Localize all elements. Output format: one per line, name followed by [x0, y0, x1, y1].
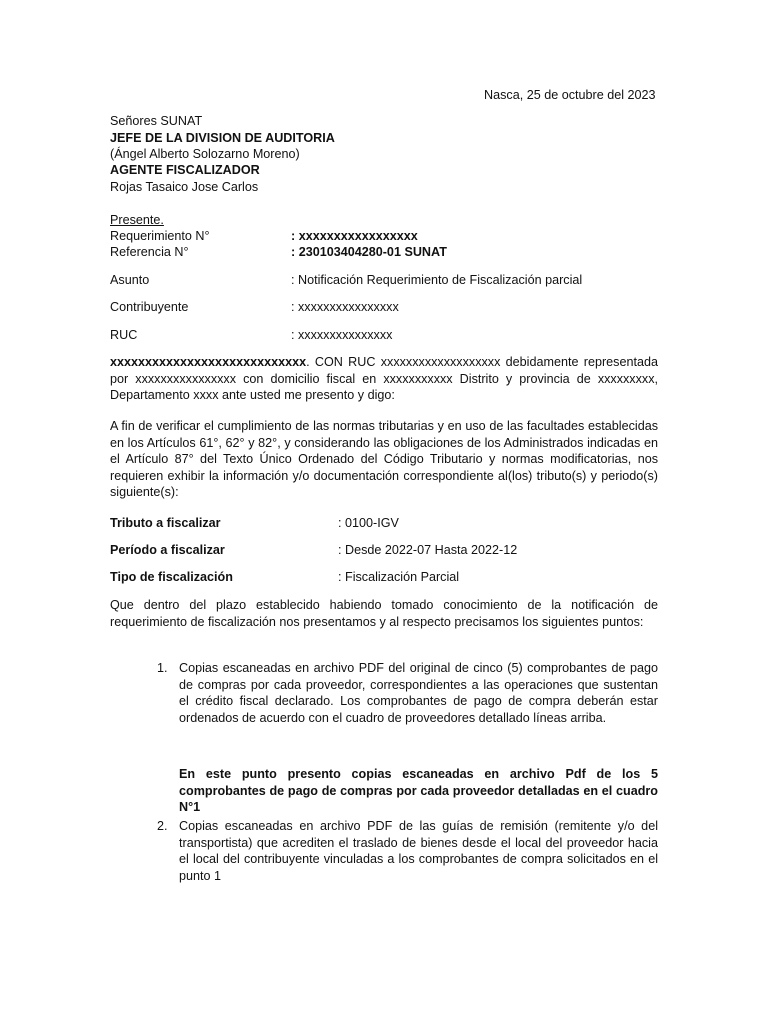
intro-text: . CON RUC xxxxxxxxxxxxxxxxxxx debidamente representada por xxxxxxxxxxxxxxxx con domicilio fiscal en xxxxxxxxxxx Distrito y provincia de xxxxxxxxx, Departamento xxxx ante usted me presento y digo:: [110, 355, 658, 402]
ref-value: : 230103404280-01 SUNAT: [291, 245, 447, 259]
ref-label: Referencia N°: [110, 245, 189, 259]
points-intro-paragraph: Que dentro del plazo establecido habiendo tomado conocimiento de la notificación de requerimiento de fiscalización nos presentamos y al respecto precisamos los siguientes puntos:: [110, 598, 658, 629]
tributo-value: : 0100-IGV: [338, 516, 399, 530]
place-date: Nasca, 25 de octubre del 2023: [484, 88, 656, 102]
req-label: Requerimiento N°: [110, 229, 210, 243]
ruc-label: RUC: [110, 328, 138, 342]
contrib-label: Contribuyente: [110, 300, 189, 314]
periodo-label: Período a fiscalizar: [110, 543, 225, 557]
ruc-value: : xxxxxxxxxxxxxxx: [291, 328, 393, 342]
item-2-number: 2.: [157, 819, 168, 833]
addressee-line-1: Señores SUNAT: [110, 114, 203, 128]
item-2-text: Copias escaneadas en archivo PDF de las guías de remisión (remitente y/o del transportista) que acrediten el traslado de bienes desde el local del proveedor hacia el local del contribuyente vinculadas a los comprobantes de compra solicitados en el punto 1: [179, 819, 658, 883]
req-value: : xxxxxxxxxxxxxxxxx: [291, 229, 418, 243]
tributo-label: Tributo a fiscalizar: [110, 516, 221, 530]
intro-company-name: xxxxxxxxxxxxxxxxxxxxxxxxxxxx: [110, 355, 307, 369]
addressee-line-2: JEFE DE LA DIVISION DE AUDITORIA: [110, 131, 335, 145]
addressee-line-4: AGENTE FISCALIZADOR: [110, 163, 260, 177]
tipo-value: : Fiscalización Parcial: [338, 570, 460, 584]
presente-heading: Presente.: [110, 213, 164, 227]
periodo-value: : Desde 2022-07 Hasta 2022-12: [338, 543, 518, 557]
intro-paragraph: [110, 354, 658, 404]
addressee-line-3: (Ángel Alberto Solozarno Moreno): [110, 147, 300, 161]
contrib-value: : xxxxxxxxxxxxxxxx: [291, 300, 399, 314]
item-1-text: Copias escaneadas en archivo PDF del original de cinco (5) comprobantes de pago de compras por cada proveedor, correspondientes a las operaciones que sustentan el crédito fiscal declarado. Los comprobantes de pago de compra deberán estar ordenados de acuerdo con el cuadro de proveedores detallado líneas arriba.: [179, 661, 658, 725]
legal-basis-paragraph: A fin de verificar el cumplimiento de las normas tributarias y en uso de las facultades establecidas en los Artículos 61°, 62° y 82°, y considerando las obligaciones de los Administrados indicadas en el Artículo 87° del Texto Único Ordenado del Código Tributario y normas modificatorias, nos requieren exhibir la información y/o documentación correspondiente al(los) tributo(s) y periodo(s) siguiente(s):: [110, 419, 658, 499]
tipo-label: Tipo de fiscalización: [110, 570, 233, 584]
item-1-response: En este punto presento copias escaneadas en archivo Pdf de los 5 comprobantes de pago de compras por cada proveedor detalladas en el cuadro N°1: [179, 767, 658, 814]
asunto-value: : Notificación Requerimiento de Fiscalización parcial: [291, 273, 583, 287]
addressee-line-5: Rojas Tasaico Jose Carlos: [110, 180, 259, 194]
item-1-number: 1.: [157, 661, 168, 675]
asunto-label: Asunto: [110, 273, 150, 287]
